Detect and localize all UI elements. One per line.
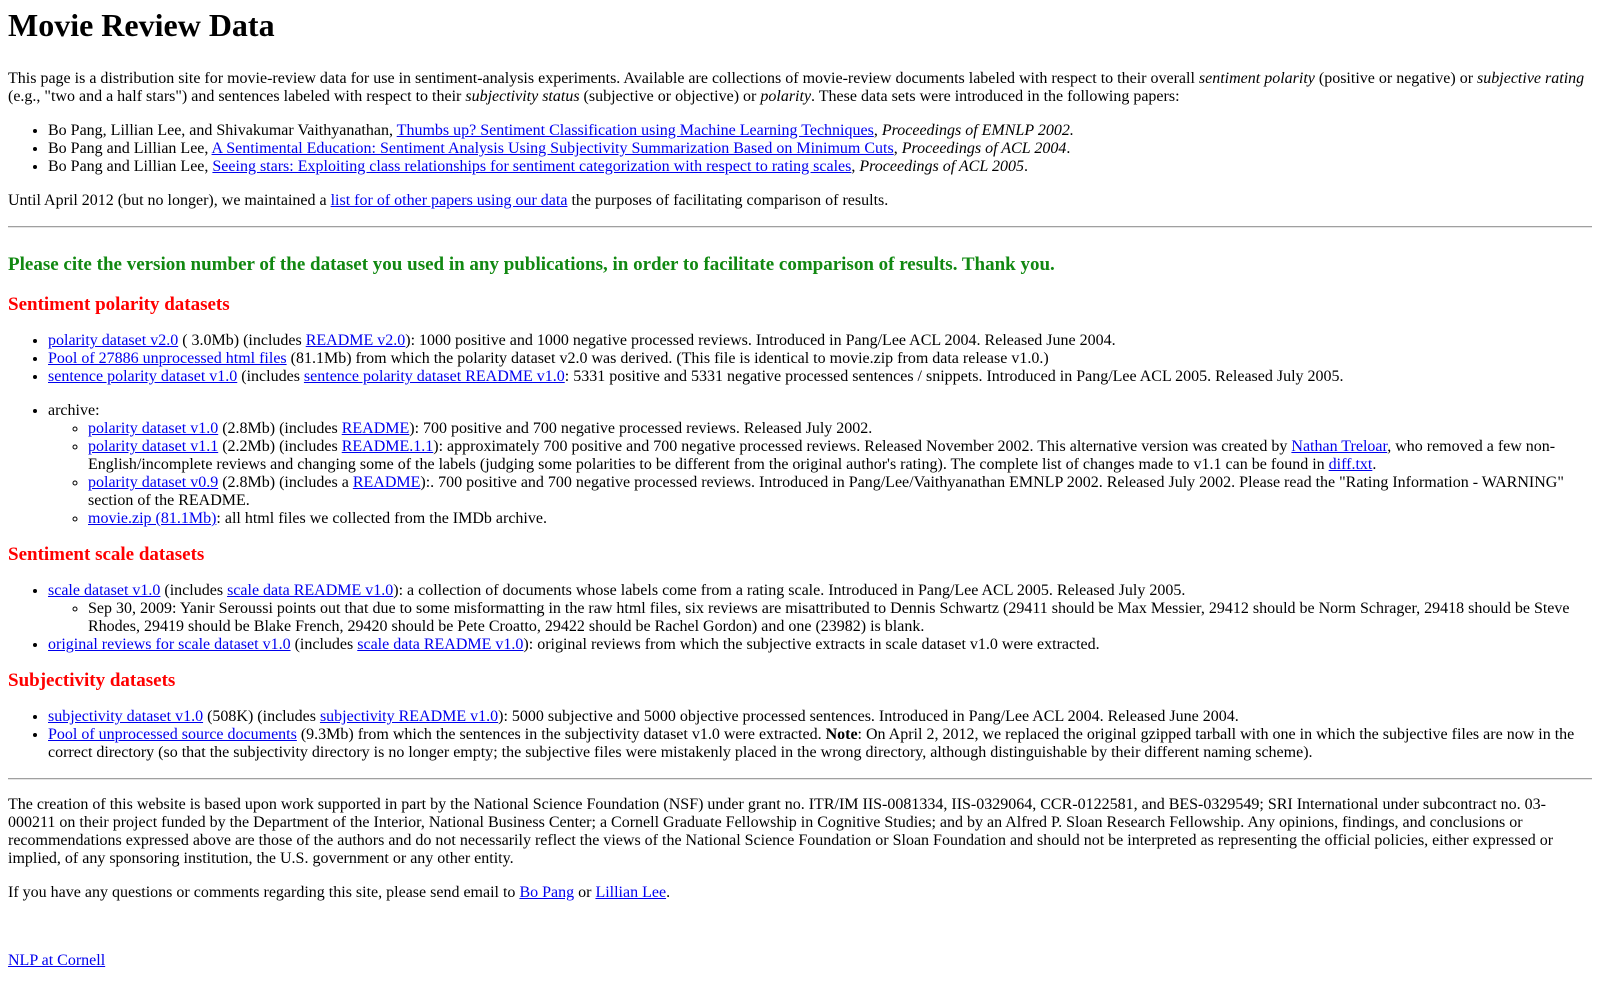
section-heading-subjectivity: Subjectivity datasets: [8, 670, 176, 691]
readme-v1-0-link[interactable]: README: [341, 420, 410, 437]
intro-paragraph: This page is a distribution site for movie-review data for use in sentiment-analysis experiments. Available are collections of movie-review documents labeled with respect to their overall sentiment polarity (positive or negative) or subjective rating (e.g., "two and a half stars") and sentences labeled with respect to their subjectivity status (subjective or objective) or polarity. These data sets were introduced in the following papers:: [8, 70, 1585, 105]
section-heading-polarity: Sentiment polarity datasets: [8, 294, 230, 315]
scale-note-list: [48, 600, 1592, 636]
paper-item: • Bo Pang and Lillian Lee, Seeing stars: Exploiting class relationships for sentiment categorization with respect to rating scales, Proceedings of ACL 2005.: [48, 158, 1592, 176]
polarity-v1-1-link[interactable]: polarity dataset v1.1: [88, 438, 219, 455]
funding-paragraph: The creation of this website is based upon work supported in part by the National Science Foundation (NSF) under grant no. ITR/IM IIS-0081334, IIS-0329064, CCR-0122581, and BES-0329549; SRI International under subcontract no. 03-000211 on their project funded by the Department of the Interior, National Business Center; a Cornell Graduate Fellowship in Cognitive Studies; and by an Alfred P. Sloan Research Fellowship. Any opinions, findings, and conclusions or recommendations expressed above are those of the authors and do not necessarily reflect the views of the National Science Foundation or Sloan Foundation and should not be interpreted as representing the official policies, either expressed or implied, of any sponsoring institution, the U.S. government or any other entity.: [8, 796, 1554, 867]
pool-html-link[interactable]: Pool of 27886 unprocessed html files: [48, 350, 287, 367]
paper-item: • Bo Pang, Lillian Lee, and Shivakumar Vaithyanathan, Thumbs up? Sentiment Classification using Machine Learning Techniques, Proceedings of EMNLP 2002.: [48, 122, 1592, 140]
readme-1-1-link[interactable]: README.1.1: [341, 438, 434, 455]
divider-bottom: [8, 778, 1592, 780]
paper-venue: Proceedings of ACL 2005: [859, 158, 1024, 175]
nlp-cornell-link[interactable]: NLP at Cornell: [8, 952, 106, 969]
sentence-polarity-link[interactable]: sentence polarity dataset v1.0: [48, 368, 238, 385]
list-item: • scale dataset v1.0 (includes scale data README v1.0): a collection of documents whose labels come from a rating scale. Introduced in Pang/Lee ACL 2005. Released July 2005. ◦ Sep 30, 2009: Yanir Seroussi points out that due to some misformatting in the raw html files, six reviews are misattributed to Dennis Schwartz (29411 should be Max Messier, 29412 should be Norm Schrager, 29418 should be Steve Rhodes, 29419 should be Blake French, 29420 should be Pete Croatto, 29422 should be Rachel Gordon) and one (23982) is blank.: [48, 582, 1592, 636]
nathan-treloar-link[interactable]: Nathan Treloar: [1291, 438, 1388, 455]
list-item: • Pool of unprocessed source documents (9.3Mb) from which the sentences in the subjectivity dataset v1.0 were extracted. Note: On April 2, 2012, we replaced the original gzipped tarball with one in which the subjective files are now in the correct directory (so that the subjectivity directory is no longer empty; the subjective files were mistakenly placed in the wrong directory, although distinguishable by their different naming scheme).: [48, 726, 1592, 762]
movie-zip-link[interactable]: movie.zip (81.1Mb): [88, 510, 217, 527]
polarity-v1-0-link[interactable]: polarity dataset v1.0: [88, 420, 219, 437]
papers-list: [8, 122, 1592, 176]
list-item: ◦ polarity dataset v1.1 (2.2Mb) (includes README.1.1): approximately 700 positive and 700 negative processed reviews. Released November 2002. This alternative version was created by Nathan Treloar, who removed a few non-English/incomplete reviews and changing some of the labels (judging some polarities to be different from the original author's rating). The complete list of changes made to v1.1 can be found in diff.txt.: [88, 438, 1592, 474]
archive-list: [8, 402, 1592, 528]
contact-paragraph: If you have any questions or comments regarding this site, please send email to Bo Pang or Lillian Lee.: [8, 884, 671, 901]
list-item: • sentence polarity dataset v1.0 (includes sentence polarity dataset README v1.0: 5331 positive and 5331 negative processed sentences / snippets. Introduced in Pang/Lee ACL 2005. Released July 2005.: [48, 368, 1592, 386]
other-papers-link[interactable]: list for of other papers using our data: [330, 192, 568, 209]
page-title: Movie Review Data: [8, 7, 275, 43]
list-item: • subjectivity dataset v1.0 (508K) (includes subjectivity README v1.0): 5000 subjective and 5000 objective processed sentences. Introduced in Pang/Lee ACL 2004. Released June 2004.: [48, 708, 1592, 726]
subjectivity-readme-link[interactable]: subjectivity README v1.0: [319, 708, 499, 725]
cite-notice: Please cite the version number of the dataset you used in any publications, in order to facilitate comparison of results. Thank you.: [8, 254, 1055, 275]
subjectivity-list: [8, 708, 1592, 762]
archive-sublist: [48, 420, 1592, 528]
pool-source-docs-link[interactable]: Pool of unprocessed source documents: [48, 726, 297, 743]
scale-dataset-link[interactable]: scale dataset v1.0: [48, 582, 161, 599]
readme-v2-link[interactable]: README v2.0: [305, 332, 406, 349]
subjectivity-dataset-link[interactable]: subjectivity dataset v1.0: [48, 708, 204, 725]
divider-top: [8, 226, 1592, 228]
list-item: • Pool of 27886 unprocessed html files (81.1Mb) from which the polarity dataset v2.0 was derived. (This file is identical to movie.zip from data release v1.0.): [48, 350, 1592, 368]
bo-pang-email-link[interactable]: Bo Pang: [519, 884, 575, 901]
paper-venue: Proceedings of ACL 2004: [901, 140, 1067, 157]
paper-link-seeing-stars[interactable]: Seeing stars: Exploiting class relationships for sentiment categorization with respect to rating scales: [212, 158, 852, 175]
original-reviews-link[interactable]: original reviews for scale dataset v1.0: [48, 636, 291, 653]
scale-list: [8, 582, 1592, 654]
paper-link-sentimental-education[interactable]: A Sentimental Education: Sentiment Analysis Using Subjectivity Summarization Based on Minimum Cuts: [211, 140, 894, 157]
lillian-lee-email-link[interactable]: Lillian Lee: [595, 884, 667, 901]
sentence-polarity-readme-link[interactable]: sentence polarity dataset README v1.0: [303, 368, 565, 385]
list-item: • polarity dataset v2.0 ( 3.0Mb) (includes README v2.0): 1000 positive and 1000 negative processed reviews. Introduced in Pang/Lee ACL 2004. Released June 2004.: [48, 332, 1592, 350]
list-item: ◦ polarity dataset v1.0 (2.8Mb) (includes README): 700 positive and 700 negative processed reviews. Released July 2002.: [88, 420, 1592, 438]
scale-note: ◦ Sep 30, 2009: Yanir Seroussi points out that due to some misformatting in the raw html files, six reviews are misattributed to Dennis Schwartz (29411 should be Max Messier, 29412 should be Norm Schrager, 29418 should be Steve Rhodes, 29419 should be Blake French, 29420 should be Pete Croatto, 29422 should be Rachel Gordon) and one (23982) is blank.: [88, 600, 1592, 636]
diff-txt-link[interactable]: diff.txt: [1328, 456, 1373, 473]
paper-item: • Bo Pang and Lillian Lee, A Sentimental Education: Sentiment Analysis Using Subjectivity Summarization Based on Minimum Cuts, Proceedings of ACL 2004.: [48, 140, 1592, 158]
scale-readme-link-2[interactable]: scale data README v1.0: [357, 636, 524, 653]
archive-item: • archive: ◦ polarity dataset v1.0 (2.8Mb) (includes README): 700 positive and 700 negative processed reviews. Released July 2002. ◦ polarity dataset v1.1 (2.2Mb) (includes README.1.1): approximately 700 positive and 700 negative processed reviews. Released November 2002. This alternative version was created by Nathan Treloar, who removed a few non-English/incomplete reviews and changing some of the labels (judging some polarities to be different from the original author's rating). The complete list of changes made to v1.1 can be found in diff.txt. ◦ polarity dataset v0.9 (2.8Mb) (includes a README):. 700 positive and 700 negative processed reviews. Introduced in Pang/Lee/Vaithyanathan EMNLP 2002. Released July 2002. Please read the "Rating Information - WARNING" section of the README. ◦ movie.zip (81.1Mb): all html files we collected from the IMDb archive.: [48, 402, 1592, 528]
list-item: ◦ polarity dataset v0.9 (2.8Mb) (includes a README):. 700 positive and 700 negative processed reviews. Introduced in Pang/Lee/Vaithyanathan EMNLP 2002. Released July 2002. Please read the "Rating Information - WARNING" section of the README.: [88, 474, 1592, 510]
polarity-v2-link[interactable]: polarity dataset v2.0: [48, 332, 179, 349]
list-item: ◦ movie.zip (81.1Mb): all html files we collected from the IMDb archive.: [88, 510, 1592, 528]
list-item: • original reviews for scale dataset v1.0 (includes scale data README v1.0): original reviews from which the subjective extracts in scale dataset v1.0 were extracted.: [48, 636, 1592, 654]
polarity-list: [8, 332, 1592, 386]
section-heading-scale: Sentiment scale datasets: [8, 544, 205, 565]
polarity-v0-9-link[interactable]: polarity dataset v0.9: [88, 474, 219, 491]
paper-link-thumbs-up[interactable]: Thumbs up? Sentiment Classification using Machine Learning Techniques: [396, 122, 874, 139]
readme-v0-9-link[interactable]: README: [352, 474, 421, 491]
paper-venue: Proceedings of EMNLP 2002.: [881, 122, 1074, 139]
scale-readme-link[interactable]: scale data README v1.0: [227, 582, 394, 599]
until-paragraph: Until April 2012 (but no longer), we maintained a list for of other papers using our data the purposes of facilitating comparison of results.: [8, 192, 889, 209]
